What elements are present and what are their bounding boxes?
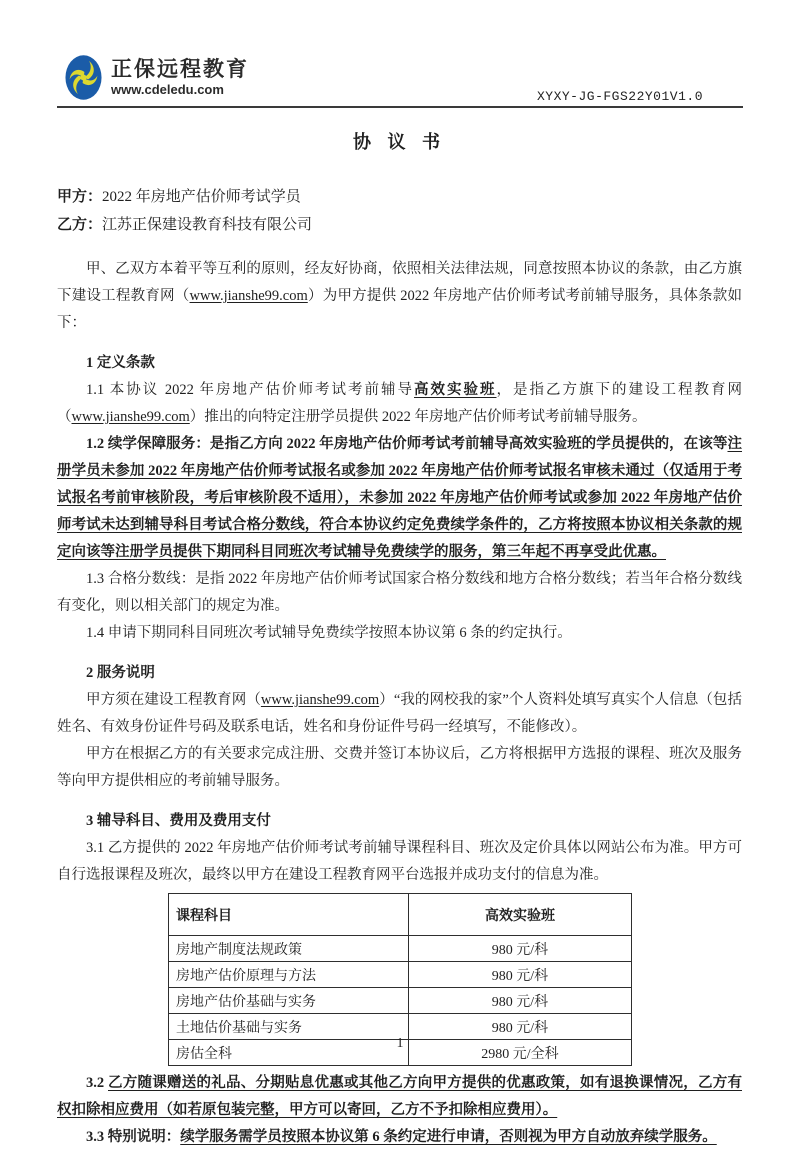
document-body xyxy=(57,128,742,1151)
price-cell: 980 元/科 xyxy=(409,988,632,1014)
subject-cell: 房地产制度法规政策 xyxy=(169,936,409,962)
section-3-heading: 3 辅导科目、费用及费用支付 xyxy=(86,813,271,829)
clause-1-3: 1.3 合格分数线：是指 2022 年房地产估价师考试国家合格分数线和地方合格分数线；若当年合格分数线有变化，则以相关部门的规定为准。 xyxy=(57,571,742,614)
price-cell: 980 元/科 xyxy=(409,1014,632,1040)
clause-1-1 xyxy=(57,377,742,431)
page-title: 协 议 书 xyxy=(353,132,446,152)
jianshe99-link[interactable]: www.jianshe99.com xyxy=(71,409,190,425)
section-2-text-post: ）“我的网校我的家”个人资料处填写真实个人信息（包括姓名、有效身份证件号码及联系电话，姓名和身份证件号码一经填写，不能修改）。 xyxy=(57,692,742,735)
parties-block xyxy=(57,183,742,239)
party-a-line xyxy=(57,183,742,211)
column-header-class: 高效实验班 xyxy=(409,894,632,936)
intro-text-post: ）为甲方提供 2022 年房地产估价师考试考前辅导服务，具体条款如下： xyxy=(57,288,743,331)
clause-1-2-lead: 1.2 续学保障服务：是指乙方向 2022 年房地产估价师考试考前辅导高效实验班的学员提供的，在该等 xyxy=(86,436,728,452)
brand xyxy=(65,54,249,101)
jianshe99-link[interactable]: www.jianshe99.com xyxy=(260,692,380,708)
section-2-text-pre: 甲方须在建设工程教育网（ xyxy=(86,692,261,708)
price-cell: 980 元/科 xyxy=(409,962,632,988)
clause-1-2-underlined: 注册学员未参加 2022 年房地产估价师考试报名或参加 2022 年房地产估价师考试报名审核未通过（仅适用于考试报名考前审核阶段，考后审核阶段不适用），未参加 2022 年房地产估价师考试或参加 2022 年房地产估价师考试未达到辅导科目考试合格分数线，符合本协议约定免费续学条件的，乙方将按照本协议相关条款的规定向该等注册学员提供下期同科目同班次考试辅导免费续学的服务，第三年起不再享受此优惠。 xyxy=(57,436,742,560)
clause-1-4: 1.4 申请下期同科目同班次考试辅导免费续学按照本协议第 6 条的约定执行。 xyxy=(86,625,572,641)
table-row xyxy=(169,988,632,1014)
column-header-subject: 课程科目 xyxy=(169,894,409,936)
party-a-label: 甲方： xyxy=(57,189,103,205)
party-b-value: 江苏正保建设教育科技有限公司 xyxy=(102,217,313,233)
clause-3-2-underlined: 乙方随课赠送的礼品、分期贴息优惠或其他乙方向甲方提供的优惠政策，如有退换课情况，乙方有权扣除相应费用（如若原包装完整，甲方可以寄回，乙方不予扣除相应费用）。 xyxy=(57,1075,742,1118)
jianshe99-link[interactable]: www.jianshe99.com xyxy=(189,288,308,304)
clause-1-1-text2: ，是指乙方旗下的建设工程教育网（ xyxy=(57,382,742,425)
clause-3-3 xyxy=(57,1124,742,1151)
intro-paragraph xyxy=(57,256,742,337)
doc-code: XYXY-JG-FGS22Y01V1.0 xyxy=(536,89,703,104)
clause-3-3-underlined: 续学服务需学员按照本协议第 6 条约定进行申请，否则视为甲方自动放弃续学服务。 xyxy=(180,1129,717,1145)
table-header-row xyxy=(169,894,632,936)
section-2-paragraph-1 xyxy=(57,687,742,741)
subject-cell: 房地产估价基础与实务 xyxy=(169,988,409,1014)
subject-cell: 房估全科 xyxy=(169,1040,409,1066)
subject-cell: 房地产估价原理与方法 xyxy=(169,962,409,988)
subject-cell: 土地估价基础与实务 xyxy=(169,1014,409,1040)
section-1-heading: 1 定义条款 xyxy=(86,355,155,371)
clause-3-1: 3.1 乙方提供的 2022 年房地产估价师考试考前辅导课程科目、班次及定价具体以网站公布为准。甲方可自行选报课程及班次，最终以甲方在建设工程教育网平台选报并成功支付的信息为准。 xyxy=(57,840,742,883)
table-row xyxy=(169,936,632,962)
price-cell: 2980 元/全科 xyxy=(409,1040,632,1066)
section-2-heading: 2 服务说明 xyxy=(86,665,155,681)
swirl-globe-icon xyxy=(65,54,102,101)
clause-3-2 xyxy=(57,1070,742,1124)
document-header xyxy=(57,42,743,108)
price-cell: 980 元/科 xyxy=(409,936,632,962)
clause-1-1-highlight: 高效实验班 xyxy=(414,382,497,398)
brand-website[interactable]: www.cdeledu.com xyxy=(111,81,224,97)
clause-1-1-text3: ）推出的向特定注册学员提供 2022 年房地产估价师考试考前辅导服务。 xyxy=(189,409,647,425)
clause-3-2-number: 3.2 xyxy=(86,1075,108,1091)
table-row xyxy=(169,962,632,988)
section-2-paragraph-2: 甲方在根据乙方的有关要求完成注册、交费并签订本协议后，乙方将根据甲方选报的课程、班次及服务等向甲方提供相应的考前辅导服务。 xyxy=(57,746,742,789)
clause-3-3-label: 3.3 特别说明： xyxy=(86,1129,181,1145)
intro-text-pre: 甲、乙双方本着平等互利的原则，经友好协商，依照相关法律法规，同意按照本协议的条款，由乙方旗下建设工程教育网（ xyxy=(57,261,742,304)
page-number: 1 xyxy=(396,1036,404,1051)
party-a-value: 2022 年房地产估价师考试学员 xyxy=(102,189,301,205)
brand-text xyxy=(111,58,249,97)
party-b-label: 乙方： xyxy=(57,217,103,233)
clause-1-2 xyxy=(57,431,742,566)
party-b-line xyxy=(57,211,742,239)
brand-name: 正保远程教育 xyxy=(111,57,249,81)
clause-1-1-text: 1.1 本协议 2022 年房地产估价师考试考前辅导 xyxy=(86,382,414,398)
